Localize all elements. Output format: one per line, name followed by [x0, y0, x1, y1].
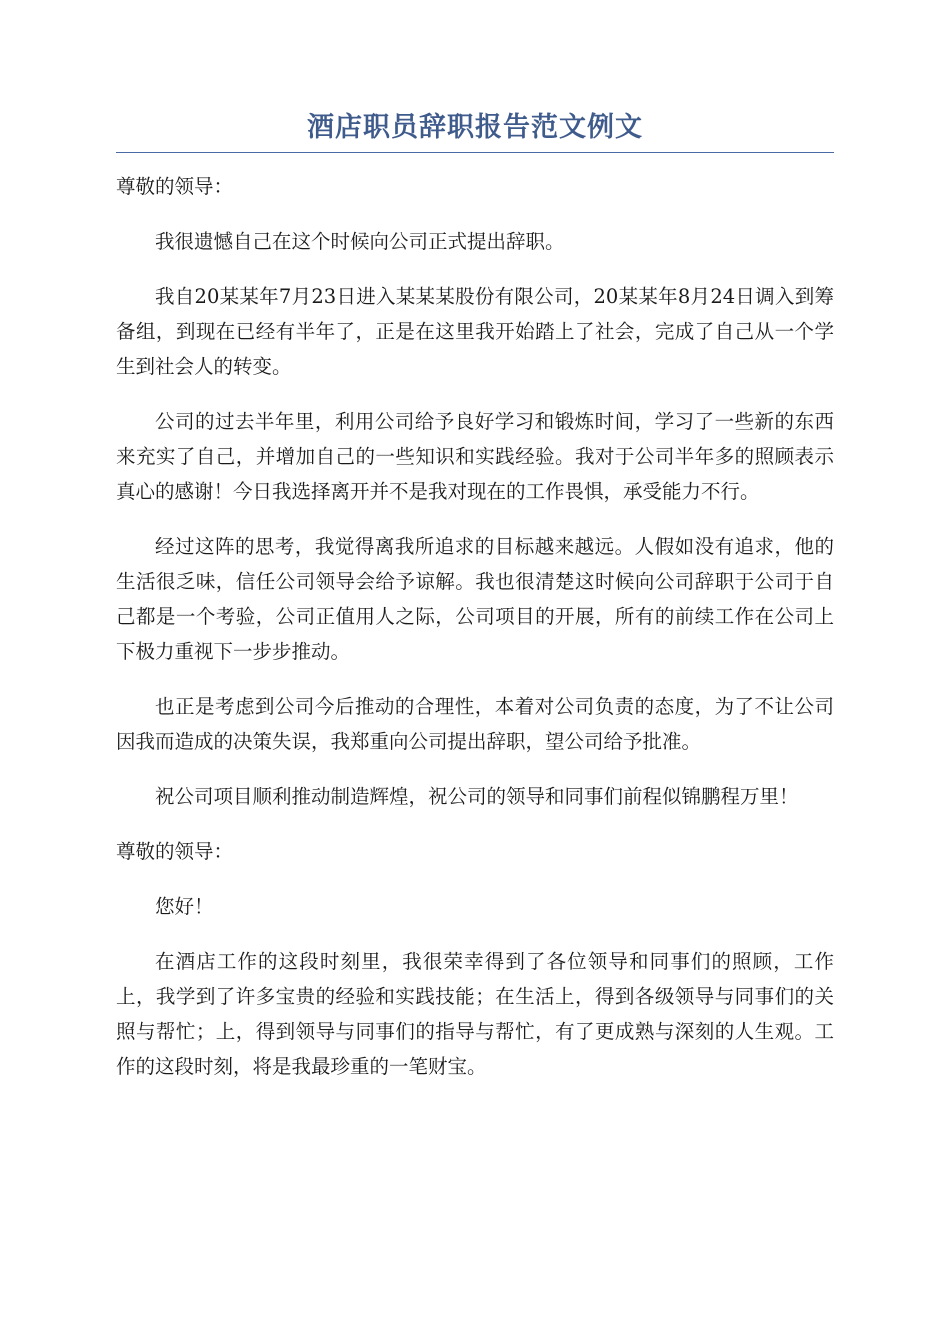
paragraph-closing-wish: 祝公司项目顺利推动制造辉煌，祝公司的领导和同事们前程似锦鹏程万里！ [155, 785, 799, 808]
paragraph: 我很遗憾自己在这个时候向公司正式提出辞职。 [155, 230, 565, 253]
document-page [116, 108, 834, 1104]
paragraph: 公司的过去半年里，利用公司给予良好学习和锻炼时间，学习了一些新的东西来充实了自己，并增加自己的一些知识和实践经验。我对于公司半年多的照顾表示真心的感谢！今日我选择离开并不是我对现在的工作畏惧，承受能力不行。 [116, 410, 834, 503]
document-title: 酒店职员辞职报告范文例文 [116, 108, 834, 153]
paragraph-salutation: 尊敬的领导： [116, 175, 234, 198]
paragraph-salutation: 尊敬的领导： [116, 840, 234, 863]
paragraph: 在酒店工作的这段时刻里，我很荣幸得到了各位领导和同事们的照顾，工作上，我学到了许多宝贵的经验和实践技能；在生活上，得到各级领导与同事们的关照与帮忙；上，得到领导与同事们的指导与帮忙，有了更成熟与深刻的人生观。工作的这段时刻，将是我最珍重的一笔财宝。 [116, 950, 834, 1078]
paragraph: 我自20某某年7月23日进入某某某股份有限公司，20某某年8月24日调入到筹备组，到现在已经有半年了，正是在这里我开始踏上了社会，完成了自己从一个学生到社会人的转变。 [116, 285, 834, 378]
document-body [116, 169, 834, 1084]
paragraph: 经过这阵的思考，我觉得离我所追求的目标越来越远。人假如没有追求，他的生活很乏味，信任公司领导会给予谅解。我也很清楚这时候向公司辞职于公司于自己都是一个考验，公司正值用人之际，公司项目的开展，所有的前续工作在公司上下极力重视下一步步推动。 [116, 535, 834, 663]
paragraph-greeting: 您好！ [155, 895, 214, 918]
paragraph: 也正是考虑到公司今后推动的合理性，本着对公司负责的态度，为了不让公司因我而造成的决策失误，我郑重向公司提出辞职，望公司给予批准。 [116, 695, 834, 753]
